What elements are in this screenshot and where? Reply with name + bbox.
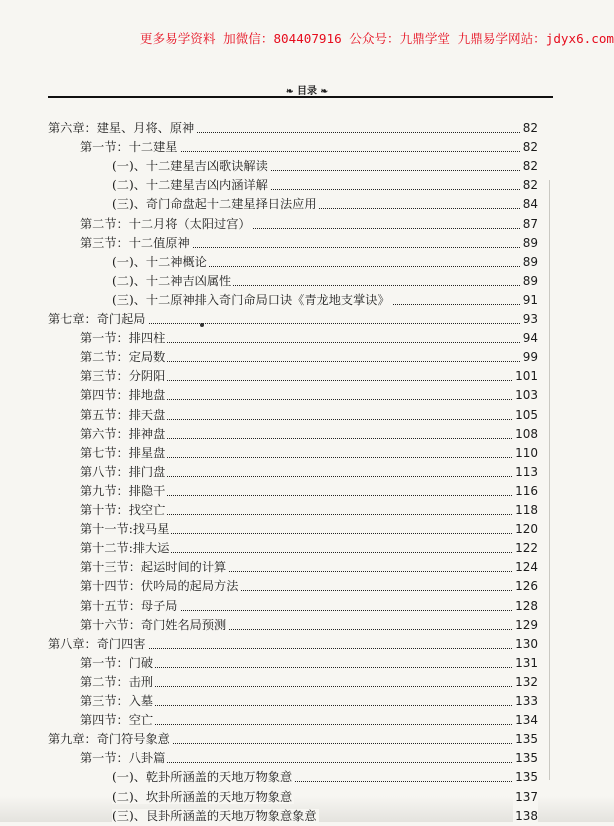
toc-entry <box>80 328 538 348</box>
toc-entry-page: 128 <box>513 596 538 616</box>
toc-entry <box>80 615 538 635</box>
toc-entry-title: (二)、十二建星吉凶内涵详解 <box>112 178 268 193</box>
toc-entry-title: 第三节：十二值原神 <box>80 235 190 250</box>
toc-entry-page: 89 <box>521 271 538 291</box>
toc-entry-title: 第七章：奇门起局 <box>48 312 146 326</box>
toc-entry <box>112 290 538 310</box>
toc-entry <box>112 156 538 176</box>
toc-entry-page: 124 <box>513 557 538 577</box>
toc-entry-page: 134 <box>513 710 538 730</box>
toc-entry-title: 第一节：门破 <box>80 655 154 670</box>
toc-entry-title: 第十一节:找马星 <box>80 522 170 537</box>
toc-entry <box>80 424 538 444</box>
toc-entry-page: 131 <box>513 653 538 673</box>
toc-entry-title: 第六章：建星、月将、原神 <box>48 121 195 135</box>
toc-entry-title: 第十三节：起运时间的计算 <box>80 560 227 575</box>
toc-entry-title: 第十四节：伏吟局的起局方法 <box>80 579 239 594</box>
toc-entry <box>112 767 538 787</box>
toc-entry-title: (一)、十二建星吉凶歌诀解读 <box>112 159 268 174</box>
toc-entry-title: 第一节：排四柱 <box>80 331 166 346</box>
toc-entry-title: 第二节：定局数 <box>80 350 166 365</box>
toc-entry-title: 第九节：排隐干 <box>80 483 166 498</box>
toc-entry <box>80 500 538 520</box>
toc-entry-title: 第九章：奇门符号象意 <box>48 732 170 747</box>
toc-entry-page: 91 <box>521 290 538 310</box>
page-edge-line <box>549 180 550 780</box>
toc-entry-page: 82 <box>521 137 538 157</box>
toc-entry-title: 第八节：排门盘 <box>80 464 166 479</box>
toc-entry <box>80 385 538 405</box>
page-title: 目录 <box>297 86 317 97</box>
toc-entry-page: 82 <box>521 156 538 176</box>
toc-entry-title: (三)、奇门命盘起十二建星择日法应用 <box>112 197 317 212</box>
toc-entry-title: 第六节：排神盘 <box>80 426 166 441</box>
toc-entry-page: 135 <box>513 729 538 749</box>
ornament-right-icon: ❧ <box>320 87 329 97</box>
toc-entry-title: 第二节：击刑 <box>80 674 154 689</box>
toc-entry-title: 第四节：排地盘 <box>80 388 166 403</box>
toc-entry-page: 99 <box>521 347 538 367</box>
toc-entry-page: 89 <box>521 252 538 272</box>
ornament-left-icon: ❧ <box>285 87 294 97</box>
toc-entry <box>80 366 538 386</box>
toc-entry-page: 130 <box>513 634 538 654</box>
toc-entry <box>48 309 538 329</box>
toc-entry-title: (三)、十二原神排入奇门命局口诀《青龙地支掌诀》 <box>112 292 390 307</box>
toc-entry-page: 89 <box>521 233 538 253</box>
toc-entry-title: 第五节：排天盘 <box>80 407 166 422</box>
toc-entry <box>80 405 538 425</box>
toc-entry <box>80 672 538 692</box>
toc-entry <box>80 137 538 157</box>
toc-entry-title: 第四节：空亡 <box>80 713 154 728</box>
header-divider <box>48 96 553 98</box>
toc-entry <box>80 347 538 367</box>
toc-entry <box>80 557 538 577</box>
toc-entry <box>80 462 538 482</box>
contact-banner: 更多易学资料 加微信：804407916 公众号：九鼎学堂 九鼎易学网站：jdyx6.com <box>139 31 614 46</box>
toc-entry-page: 87 <box>521 214 538 234</box>
toc-entry-title: 第三节：入墓 <box>80 694 154 708</box>
toc-entry <box>80 576 538 596</box>
toc-entry-title: 第二节：十二月将（太阳过宫） <box>80 216 251 231</box>
toc-entry-title: (二)、十二神吉凶属性 <box>112 273 232 288</box>
toc-entry <box>80 214 538 234</box>
toc-entry-page: 135 <box>513 748 538 768</box>
toc-entry-title: 第十节：找空亡 <box>80 503 166 517</box>
toc-entry-page: 113 <box>513 462 538 482</box>
toc-entry-page: 110 <box>513 443 538 463</box>
toc-entry <box>80 691 538 711</box>
toc-entry-title: 第一节：十二建星 <box>80 140 178 155</box>
toc-entry-title: 第三节：分阴阳 <box>80 369 166 384</box>
toc-entry <box>48 729 538 749</box>
toc-entry <box>80 538 538 558</box>
toc-entry-page: 105 <box>513 405 538 425</box>
toc-entry-title: 第七节：排星盘 <box>80 445 166 460</box>
toc-entry-title: 第十二节:排大运 <box>80 541 170 556</box>
toc-entry <box>80 710 538 730</box>
toc-entry-page: 126 <box>513 576 538 596</box>
toc-entry-page: 103 <box>513 385 538 405</box>
toc-entry <box>112 175 538 195</box>
toc-entry-page: 129 <box>513 615 538 635</box>
toc-entry <box>80 233 538 253</box>
toc-entry <box>80 653 538 673</box>
toc-entry <box>80 748 538 768</box>
page-header <box>0 82 614 97</box>
toc-entry <box>80 443 538 463</box>
toc-entry-title: (一)、乾卦所涵盖的天地万物象意 <box>112 770 293 785</box>
toc-entry-page: 132 <box>513 672 538 692</box>
toc-entry-page: 108 <box>513 424 538 444</box>
toc-entry-page: 133 <box>513 691 538 711</box>
toc-entry-title: 第八章：奇门四害 <box>48 636 146 651</box>
toc-entry <box>112 271 538 291</box>
toc-entry-page: 116 <box>513 481 538 501</box>
toc-entry <box>48 634 538 654</box>
toc-entry <box>48 118 538 138</box>
toc-entry <box>80 596 538 616</box>
toc-entry-page: 101 <box>513 366 538 386</box>
toc-entry-title: (三)、艮卦所涵盖的天地万物象意象意 <box>112 808 317 823</box>
toc-entry-page: 93 <box>521 309 538 329</box>
toc-entry-page: 137 <box>513 787 538 807</box>
toc-entry <box>112 194 538 214</box>
toc-entry-page: 82 <box>521 118 538 138</box>
toc-entry-title: 第十六节：奇门姓名局预测 <box>80 617 227 632</box>
toc-entry-page: 82 <box>521 175 538 195</box>
toc-entry-page: 118 <box>513 500 538 520</box>
toc-entry-title: (一)、十二神概论 <box>112 254 207 269</box>
toc-entry-page: 138 <box>513 806 538 826</box>
toc-entry <box>80 519 538 539</box>
toc-entry-title: 第一节：八卦篇 <box>80 751 166 766</box>
toc-entry-title: (二)、坎卦所涵盖的天地万物象意 <box>112 789 293 804</box>
toc-entry-page: 120 <box>513 519 538 539</box>
toc-entry-page: 135 <box>513 767 538 787</box>
toc-entry-page: 84 <box>521 194 538 214</box>
toc-entry <box>112 252 538 272</box>
toc-entry-page: 94 <box>521 328 538 348</box>
toc-entry-title: 第十五节：母子局 <box>80 598 178 613</box>
toc-entry <box>80 481 538 501</box>
toc-entry-page: 122 <box>513 538 538 558</box>
